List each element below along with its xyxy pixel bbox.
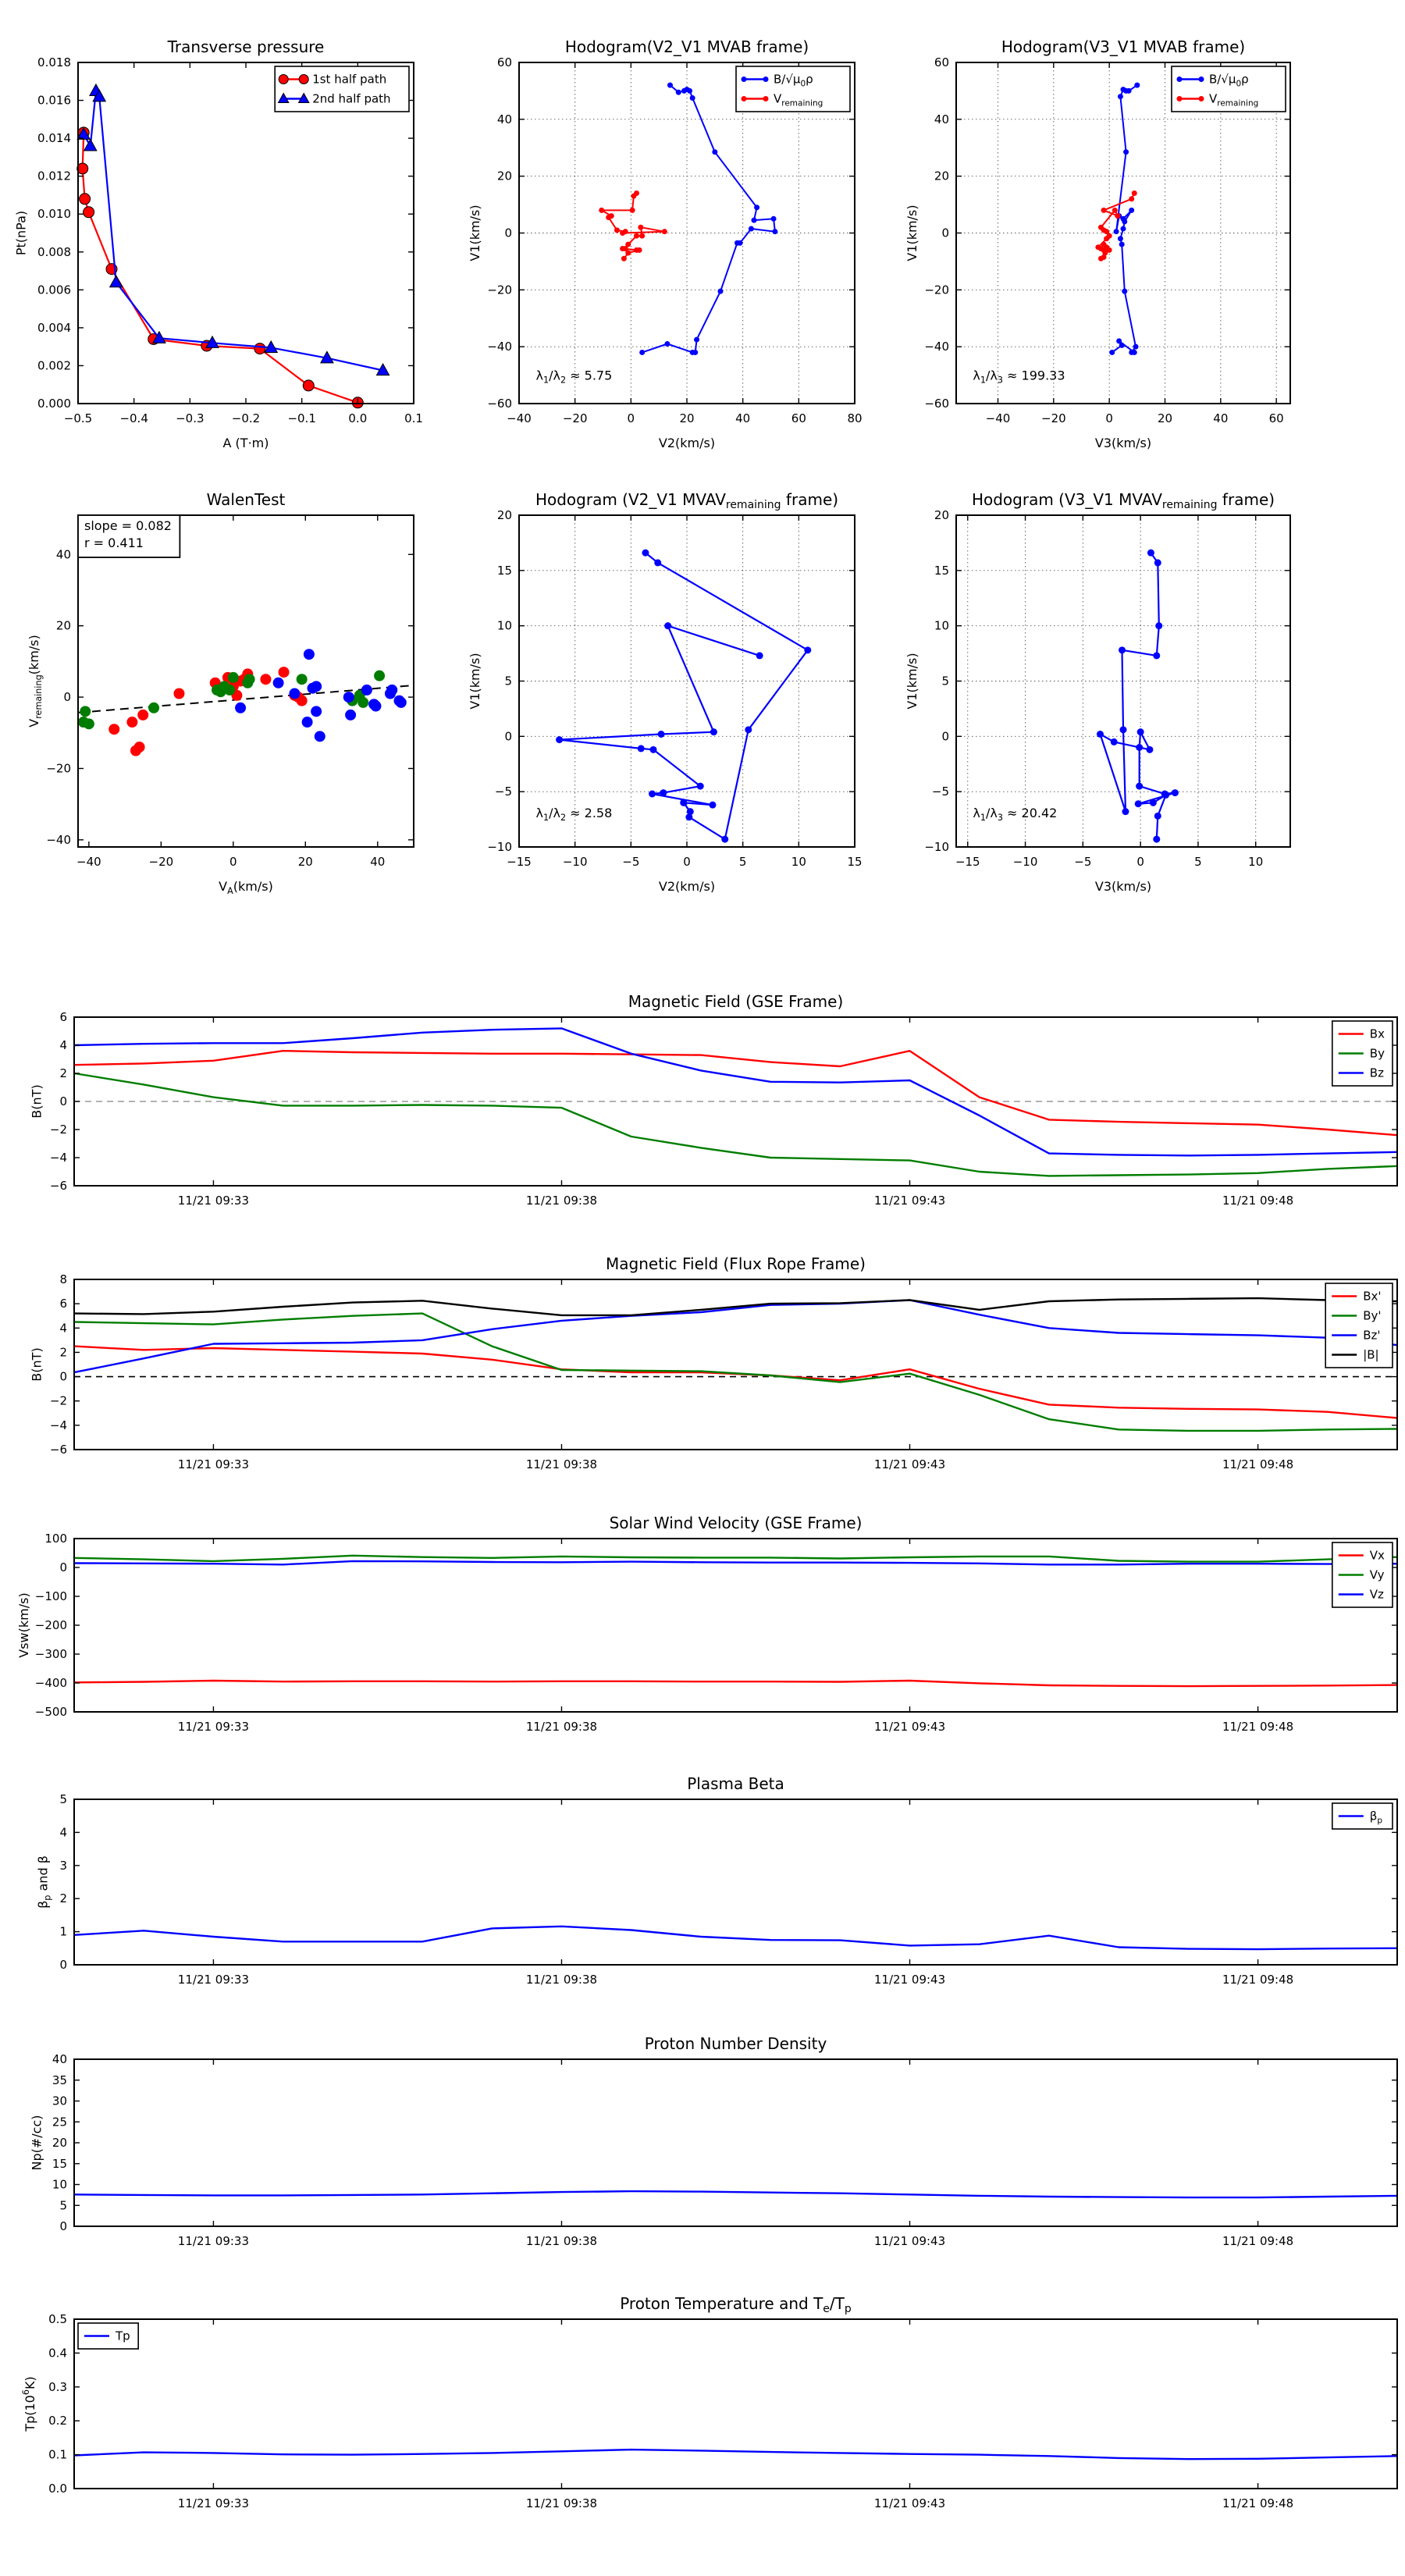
y-tick-label: 0.3 [48, 2379, 67, 2394]
y-tick-label: −20 [46, 761, 71, 776]
y-tick-label: 0.5 [48, 2312, 67, 2326]
series-V-hodogram [1097, 550, 1179, 843]
y-tick-label: 5 [59, 2198, 67, 2213]
legend-label: $V_{remaining}$ [774, 91, 823, 109]
legend-label: $B/√\mu_0\rho$ [1209, 72, 1249, 89]
y-tick-label: −40 [46, 832, 71, 847]
series-Bz-prime [74, 1300, 1397, 1373]
y-tick-label: 40 [52, 2052, 67, 2066]
chart-title: Hodogram(V3_V1 MVAB frame) [1001, 37, 1246, 56]
y-tick-label: 15 [934, 563, 949, 578]
x-tick-label: 11/21 09:43 [873, 1720, 946, 1734]
x-tick-label: 0 [1105, 411, 1113, 425]
y-tick-label: 0.018 [37, 55, 71, 69]
x-tick-label: −20 [148, 855, 174, 869]
y-tick-label: 0.0 [48, 2482, 67, 2496]
y-tick-label: −2 [49, 1393, 67, 1408]
x-axis-label: $V_A(km/s)$ [219, 879, 273, 896]
y-tick-label: 0 [504, 226, 512, 240]
chart-magnetic-field-flux-rope [29, 1254, 1397, 1471]
x-tick-label: 0 [683, 855, 691, 869]
y-tick-label: 15 [496, 563, 512, 578]
legend [78, 2323, 138, 2349]
y-tick-label: 0.008 [37, 244, 71, 259]
chart-hodogram-v2v1-mvab [468, 37, 863, 450]
x-tick-label: −20 [562, 411, 588, 425]
y-tick-label: 100 [44, 1532, 67, 1546]
x-tick-label: −0.3 [176, 411, 205, 425]
y-tick-label: 40 [55, 547, 71, 562]
y-tick-label: −100 [34, 1589, 67, 1603]
legend-label: $V_{remaining}$ [1209, 91, 1259, 109]
chart-plasma-beta [35, 1774, 1397, 1987]
hodogram-v2v1-mvab-svg [468, 37, 863, 450]
x-axis-label: V2(km/s) [658, 436, 716, 450]
y-tick-label: 6 [59, 1010, 67, 1024]
y-tick-label: 3 [59, 1858, 67, 1873]
legend [1325, 1283, 1393, 1368]
chart-hodogram-v2v1-mvav [468, 490, 863, 894]
y-axis-label: V1(km/s) [468, 653, 483, 710]
legend-label: Bz [1369, 1066, 1384, 1080]
x-tick-label: 11/21 09:48 [1222, 2496, 1294, 2510]
y-axis-label: B(nT) [29, 1347, 44, 1382]
x-tick-label: −15 [955, 855, 980, 869]
x-tick-label: −20 [1041, 411, 1066, 425]
y-tick-label: −40 [487, 340, 512, 354]
chart-title: Proton Number Density [644, 2034, 827, 2053]
y-tick-label: 15 [52, 2156, 67, 2171]
y-tick-label: −60 [487, 397, 512, 411]
chart-title: WalenTest [206, 490, 286, 509]
y-tick-label: 2 [59, 1066, 67, 1080]
chart-title: Magnetic Field (Flux Rope Frame) [606, 1254, 866, 1273]
chart-hodogram-v3v1-mvav [905, 490, 1290, 894]
legend-label: Vz [1369, 1587, 1384, 1602]
series-Vx [74, 1681, 1397, 1686]
x-tick-label: 11/21 09:38 [525, 1457, 598, 1471]
x-tick-label: 0.0 [348, 411, 368, 425]
x-tick-label: 11/21 09:38 [525, 2496, 598, 2510]
x-tick-label: 11/21 09:33 [177, 2234, 250, 2248]
y-tick-label: −5 [494, 785, 512, 799]
y-tick-label: 4 [59, 1825, 67, 1840]
chart-magnetic-field-gse [29, 992, 1397, 1208]
y-tick-label: 0 [941, 226, 949, 240]
y-axis-label: V1(km/s) [468, 205, 483, 262]
annotation: $\lambda_1/\lambda_3 \approx 20.42$ [973, 805, 1058, 823]
hodogram-v3v1-mvav-svg [905, 490, 1290, 894]
x-tick-label: 11/21 09:33 [177, 2496, 250, 2510]
y-axis-label: $Tp(10^6K)$ [21, 2376, 38, 2432]
y-tick-label: 10 [496, 618, 512, 633]
mag-gse-svg [29, 992, 1397, 1208]
y-tick-label: −40 [924, 340, 949, 354]
x-tick-label: 40 [1213, 411, 1229, 425]
x-tick-label: −40 [507, 411, 532, 425]
series-1st-half-path [77, 127, 364, 408]
series-B-mvab [639, 83, 777, 355]
y-tick-label: 0 [941, 729, 949, 744]
x-tick-label: 0.1 [404, 411, 423, 425]
chart-title: Hodogram(V2_V1 MVAB frame) [564, 37, 809, 56]
chart-walen-test [27, 490, 414, 896]
x-tick-label: 0 [627, 411, 635, 425]
y-tick-label: 20 [52, 2136, 67, 2150]
y-tick-label: −200 [34, 1618, 67, 1632]
grid [956, 62, 1290, 404]
y-tick-label: 8 [59, 1272, 67, 1286]
legend-label: Vx [1369, 1548, 1385, 1563]
y-tick-label: 5 [504, 674, 512, 688]
svg-text:slope = 0.082: slope = 0.082 [84, 518, 172, 533]
y-tick-label: 40 [496, 112, 512, 126]
y-axis-label: $V_{remaining}(km/s)$ [27, 635, 44, 728]
y-tick-label: 10 [52, 2177, 67, 2192]
axes-frame [74, 2059, 1397, 2226]
x-tick-label: 10 [791, 855, 806, 869]
x-tick-label: −0.5 [63, 411, 93, 425]
legend [275, 66, 409, 112]
x-tick-label: 11/21 09:38 [525, 1194, 598, 1208]
y-tick-label: 5 [941, 674, 949, 688]
y-tick-label: −20 [924, 283, 949, 297]
y-tick-label: 25 [52, 2115, 67, 2129]
legend-label: |B| [1363, 1347, 1379, 1362]
axes-frame [74, 1279, 1397, 1450]
svg-text:r = 0.411: r = 0.411 [84, 535, 144, 550]
y-axis-label: B(nT) [29, 1084, 44, 1119]
x-axis-label: V3(km/s) [1094, 436, 1152, 450]
x-tick-label: 11/21 09:48 [1222, 1973, 1294, 1987]
x-tick-label: 11/21 09:43 [873, 1457, 946, 1471]
grid [519, 515, 855, 847]
x-tick-label: 11/21 09:38 [525, 2234, 598, 2248]
ticks [48, 2312, 1397, 2510]
x-tick-label: 11/21 09:38 [525, 1720, 598, 1734]
proton-number-density-svg [29, 2034, 1397, 2248]
x-tick-label: 60 [1268, 411, 1284, 425]
x-tick-label: 80 [847, 411, 863, 425]
y-tick-label: −2 [49, 1123, 67, 1137]
axes-frame [74, 2319, 1397, 2489]
y-tick-label: 0.4 [48, 2346, 67, 2361]
x-tick-label: 11/21 09:48 [1222, 1194, 1294, 1208]
x-tick-label: 0 [229, 855, 237, 869]
legend-label: Bx' [1363, 1289, 1382, 1304]
series-Tp [74, 2450, 1397, 2459]
ticks [59, 1792, 1397, 1987]
chart-title: Proton Temperature and $T_e/T_p$ [620, 2294, 852, 2315]
chart-title: Plasma Beta [687, 1774, 784, 1793]
chart-title: Solar Wind Velocity (GSE Frame) [609, 1514, 863, 1532]
y-tick-label: −500 [34, 1705, 67, 1719]
y-tick-label: 0 [59, 1958, 67, 1972]
annotation: $\lambda_1/\lambda_2 \approx 5.75$ [535, 368, 613, 386]
chart-proton-number-density [29, 2034, 1397, 2248]
proton-temperature-svg [21, 2294, 1397, 2510]
x-tick-label: 10 [1248, 855, 1264, 869]
x-tick-label: 5 [738, 855, 747, 869]
y-tick-label: 0.004 [37, 320, 71, 335]
x-tick-label: 11/21 09:33 [177, 1457, 250, 1471]
x-tick-label: 20 [297, 855, 313, 869]
y-tick-label: −10 [487, 840, 512, 854]
x-tick-label: −10 [562, 855, 588, 869]
series-scatter-blue [235, 649, 407, 742]
y-tick-label: 0.1 [48, 2447, 67, 2462]
y-tick-label: −10 [924, 840, 949, 854]
y-tick-label: −400 [34, 1676, 67, 1690]
x-axis-label: V3(km/s) [1094, 879, 1152, 894]
chart-hodogram-v3v1-mvab [905, 37, 1290, 450]
y-axis-label: Np(#/cc) [29, 2115, 44, 2171]
x-tick-label: 11/21 09:43 [873, 1973, 946, 1987]
legend [1332, 1021, 1393, 1086]
x-tick-label: 11/21 09:33 [177, 1720, 250, 1734]
x-tick-label: −0.4 [119, 411, 148, 425]
y-tick-label: 10 [934, 618, 949, 633]
x-tick-label: 11/21 09:33 [177, 1194, 250, 1208]
legend-label: Bx [1369, 1026, 1385, 1041]
hodogram-v2v1-mvav-svg [468, 490, 863, 894]
chart-proton-temperature [21, 2294, 1397, 2510]
x-tick-label: 11/21 09:48 [1222, 1720, 1294, 1734]
y-tick-label: 4 [59, 1321, 67, 1336]
legend [1332, 1803, 1393, 1829]
y-axis-label: V1(km/s) [905, 205, 920, 262]
y-axis-label: $\beta_p$ and β [35, 1856, 53, 1909]
y-tick-label: 40 [934, 112, 949, 126]
series-By [74, 1073, 1397, 1176]
x-tick-label: −0.1 [287, 411, 316, 425]
y-tick-label: −4 [49, 1151, 67, 1165]
legend [736, 66, 850, 112]
stat-box [78, 515, 180, 557]
legend-label: 2nd half path [312, 91, 391, 106]
y-tick-label: 20 [934, 169, 949, 183]
y-tick-label: 5 [59, 1792, 67, 1806]
x-tick-label: 0 [1136, 855, 1144, 869]
y-tick-label: −60 [924, 397, 949, 411]
series-Vy [74, 1556, 1397, 1562]
x-tick-label: 20 [679, 411, 695, 425]
series-V-remaining [599, 190, 667, 262]
legend-label: By [1369, 1046, 1385, 1061]
x-tick-label: −5 [1074, 855, 1092, 869]
legend-label: 1st half path [312, 72, 387, 87]
y-tick-label: 4 [59, 1038, 67, 1052]
series-2nd-half-path [77, 84, 389, 375]
axes-frame [956, 62, 1290, 404]
chart-title: Transverse pressure [167, 37, 325, 56]
y-tick-label: 0.2 [48, 2414, 67, 2428]
x-tick-label: 11/21 09:48 [1222, 1457, 1294, 1471]
chart-solar-wind-velocity [16, 1514, 1397, 1734]
y-tick-label: 0.016 [37, 93, 71, 108]
y-tick-label: 2 [59, 1891, 67, 1906]
y-tick-label: 20 [934, 508, 949, 522]
y-tick-label: −4 [49, 1418, 67, 1432]
x-tick-label: −15 [507, 855, 532, 869]
legend [1332, 1542, 1393, 1607]
legend-label: Bz' [1363, 1328, 1381, 1343]
y-tick-label: 0.014 [37, 131, 71, 146]
transverse-pressure-svg [13, 37, 423, 450]
y-tick-label: 0 [59, 1369, 67, 1384]
x-tick-label: 11/21 09:43 [873, 2496, 946, 2510]
y-tick-label: 30 [52, 2094, 67, 2108]
y-tick-label: 0.000 [37, 397, 71, 411]
walen-test-svg [27, 490, 414, 896]
legend-label: Tp [116, 2329, 130, 2343]
series-V-hodogram [556, 550, 811, 843]
x-tick-label: 11/21 09:38 [525, 1973, 598, 1987]
y-tick-label: 20 [55, 618, 71, 633]
series-Bz [74, 1028, 1397, 1155]
x-tick-label: −40 [985, 411, 1011, 425]
y-tick-label: 0.002 [37, 358, 71, 373]
y-tick-label: 0 [504, 729, 512, 744]
legend-label: $\beta_p$ [1369, 1809, 1383, 1826]
x-tick-label: 11/21 09:43 [873, 1194, 946, 1208]
y-tick-label: 0.006 [37, 283, 71, 297]
chart-title: Hodogram (V2_V1 $MVAV_{remaining}$ frame) [535, 490, 839, 511]
legend-label: Vy [1369, 1567, 1385, 1582]
x-tick-label: 15 [847, 855, 863, 869]
series-B-mvab [1109, 83, 1140, 355]
legend-label: By' [1363, 1308, 1382, 1323]
y-axis-label: V1(km/s) [905, 653, 920, 710]
series-Np [74, 2191, 1397, 2197]
x-tick-label: −10 [1012, 855, 1038, 869]
x-axis-label: A (T·m) [222, 436, 269, 450]
y-tick-label: 20 [496, 508, 512, 522]
mag-flux-rope-svg [29, 1254, 1397, 1471]
chart-transverse-pressure [13, 37, 423, 450]
y-tick-label: 2 [59, 1345, 67, 1360]
x-tick-label: 11/21 09:43 [873, 2234, 946, 2248]
y-axis-label: Vsw(km/s) [16, 1592, 31, 1658]
y-tick-label: 0.010 [37, 207, 71, 222]
y-tick-label: −5 [931, 785, 949, 799]
grid [519, 62, 855, 404]
x-tick-label: −5 [622, 855, 640, 869]
annotation: $\lambda_1/\lambda_3 \approx 199.33$ [973, 368, 1065, 386]
y-tick-label: 35 [52, 2073, 67, 2087]
x-tick-label: 11/21 09:48 [1222, 2234, 1294, 2248]
series-Bx [74, 1051, 1397, 1135]
chart-title: Hodogram (V3_V1 $MVAV_{remaining}$ frame) [971, 490, 1275, 511]
y-tick-label: 6 [59, 1297, 67, 1311]
hodogram-v3v1-mvab-svg [905, 37, 1290, 450]
y-tick-label: 0 [63, 690, 71, 705]
series-B-magnitude [74, 1298, 1397, 1315]
y-axis-label: Pt(nPa) [13, 210, 29, 256]
x-axis-label: V2(km/s) [658, 879, 716, 894]
x-tick-label: −0.2 [231, 411, 261, 425]
x-tick-label: 20 [1157, 411, 1173, 425]
axes-frame [78, 62, 414, 404]
y-tick-label: −6 [49, 1179, 67, 1193]
y-tick-label: 0.012 [37, 169, 71, 183]
x-tick-label: 11/21 09:33 [177, 1973, 250, 1987]
legend-label: $B/√\mu_0\rho$ [774, 72, 813, 89]
y-tick-label: 0 [59, 1560, 67, 1574]
y-tick-label: 0 [59, 2219, 67, 2233]
annotation: $\lambda_1/\lambda_2 \approx 2.58$ [535, 805, 613, 823]
x-tick-label: 40 [370, 855, 386, 869]
x-tick-label: 40 [735, 411, 751, 425]
y-tick-label: 60 [496, 55, 512, 69]
series-scatter-green [78, 671, 385, 730]
y-tick-label: −6 [49, 1443, 67, 1457]
ticks [50, 1010, 1397, 1208]
series-Bx-prime [74, 1347, 1397, 1418]
y-tick-label: 60 [934, 55, 949, 69]
y-tick-label: 1 [59, 1924, 67, 1939]
y-tick-label: −20 [487, 283, 512, 297]
y-tick-label: −300 [34, 1647, 67, 1661]
ticks [52, 2052, 1397, 2248]
chart-title: Magnetic Field (GSE Frame) [628, 992, 844, 1011]
y-tick-label: 20 [496, 169, 512, 183]
solar-wind-velocity-svg [16, 1514, 1397, 1734]
x-tick-label: −40 [76, 855, 101, 869]
y-tick-label: 0 [59, 1094, 67, 1108]
x-tick-label: 5 [1194, 855, 1202, 869]
legend [1172, 66, 1286, 112]
x-tick-label: 60 [791, 411, 806, 425]
series-By-prime [74, 1314, 1397, 1431]
series-beta-p [74, 1927, 1397, 1949]
